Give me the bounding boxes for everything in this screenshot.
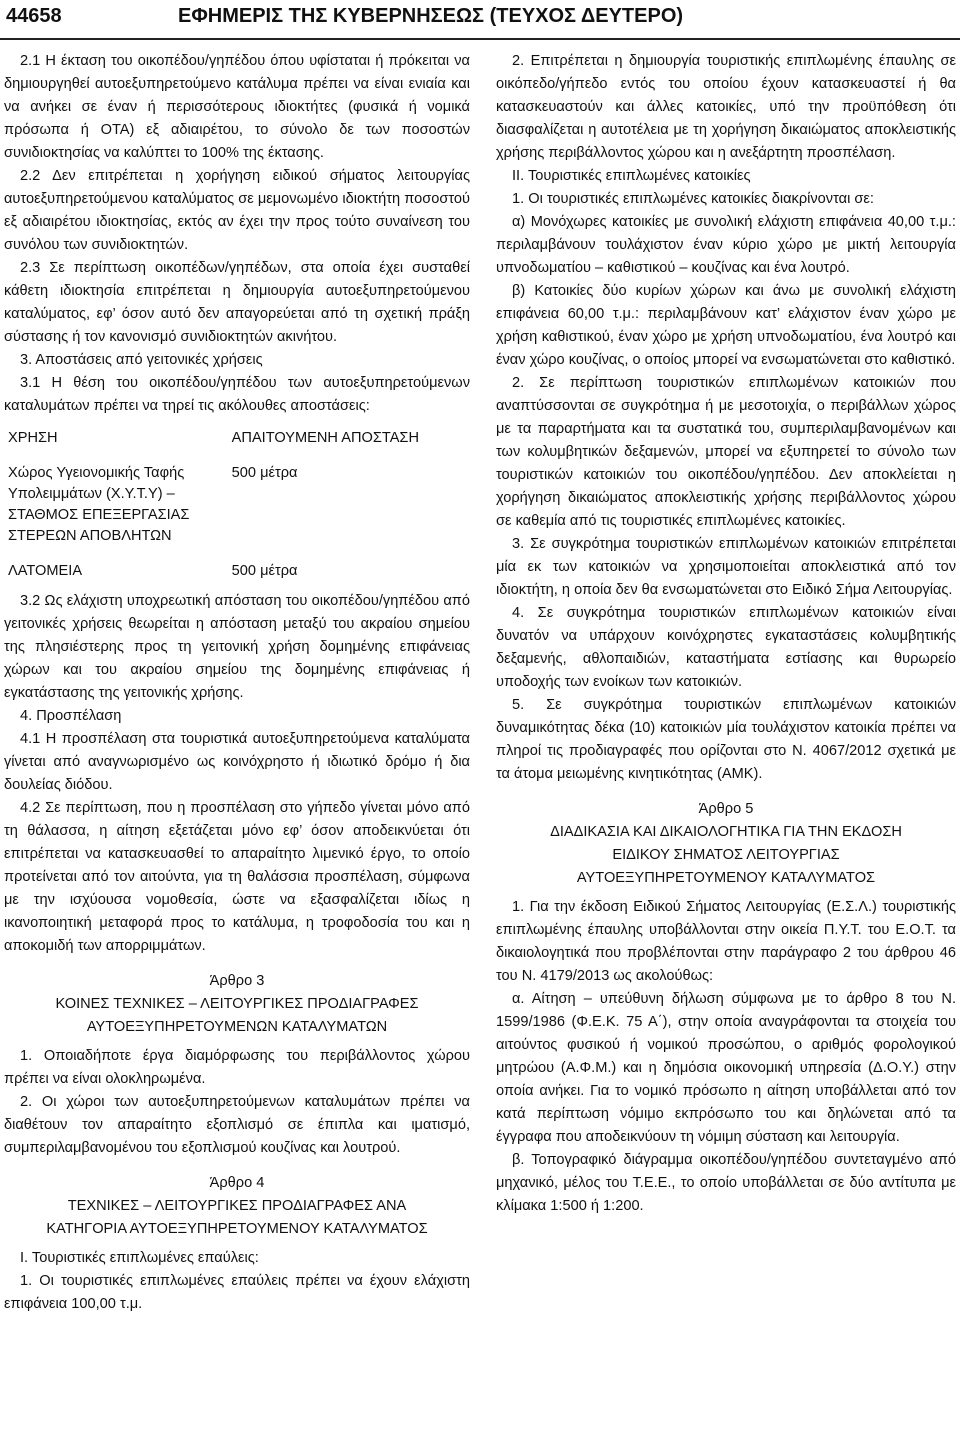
article-4-heading-line-1: ΤΕΧΝΙΚΕΣ – ΛΕΙΤΟΥΡΓΙΚΕΣ ΠΡΟΔΙΑΓΡΑΦΕΣ ΑΝΑ [67,1198,407,1214]
section-ii-item-b: β) Κατοικίες δύο κυρίων χώρων και άνω με συνολική ελάχιστη επιφάνεια 60,00 τ.μ.: περιλαμβάνουν κατ’ ελάχιστον έναν χώρο με χρήση καθιστικού, έναν χώρο με χρήση υπνοδωματίου, ένα λουτρό και έναν χώρο κουζίνας, ο οποίος μπορεί να ενσωματώνεται στο καθιστικό. [496,283,956,368]
page-header [0,0,960,40]
paragraph-2-3: 2.3 Σε περίπτωση οικοπέδων/γηπέδων, στα οποία έχει συσταθεί κάθετη ιδιοκτησία επιτρέπεται η δημιουργία αυτοεξυπηρετούμενου καταλύματος, εφ’ όσον αυτό δεν απαγορεύεται από τη σχετική πράξη σύστασης ή τον κανονισμό συνιδιοκτητών ακινήτου. [4,260,470,345]
table-header-row [4,428,470,463]
table-row [4,463,470,561]
section-ii-paragraph-5: 5. Σε συγκρότημα τουριστικών επιπλωμένων κατοικιών δυναμικότητας δέκα (10) κατοικιών μία τουλάχιστον κατοικία πρέπει να πληροί τις προδιαγραφές που ορίζονται στο Ν. 4067/2012 σχετικά με τα άτομα μειωμένης κινητικότητας (ΑΜΚ). [496,697,956,782]
table-header-distance: ΑΠΑΙΤΟΥΜΕΝΗ ΑΠΟΣΤΑΣΗ [231,430,419,446]
section-heading-access: 4. Προσπέλαση [20,708,122,724]
gazette-title: ΕΦΗΜΕΡΙΣ ΤΗΣ ΚΥΒΕΡΝΗΣΕΩΣ (ΤΕΥΧΟΣ ΔΕΥΤΕΡΟ) [178,5,684,27]
left-column [4,50,470,1420]
table-cell-distance: 500 μέτρα [231,465,298,481]
section-heading-distances: 3. Αποστάσεις από γειτονικές χρήσεις [20,352,263,368]
paragraph-2-1: 2.1 Η έκταση του οικοπέδου/γηπέδου όπου υφίσταται ή πρόκειται να δημιουργηθεί αυτοεξυπηρετούμενο κατάλυμα πρέπει να είναι ενιαία και να ανήκει σε έναν ή περισσότερους ιδιοκτήτες (φυσικά ή νομικά πρόσωπα ή ΟΤΑ) εξ αδιαιρέτου, το σύνολο δε των ποσοστών συνιδιοκτησίας να καλύπτει το 100% της έκτασης. [4,53,470,161]
paragraph-3-2: 3.2 Ως ελάχιστη υποχρεωτική απόσταση του οικοπέδου/γηπέδου από γειτονικές χρήσεις θεωρείται η απόσταση μεταξύ του ακραίου σημείου της πλησιέστερης προς τη γειτονική χρήση δομημένης επιφάνειας χώρων και του ακραίου σημείου της δομημένης επιφάνειας ή εγκατάστασης της γειτονικής χρήσης. [4,593,470,701]
table-row [4,561,470,582]
paragraph-4-2: 4.2 Σε περίπτωση, που η προσπέλαση στο γήπεδο γίνεται μόνο από τη θάλασσα, η αίτηση εξετάζεται μόνο εφ’ όσον αποδεικνύεται ότι επιτρέπεται να κατασκευασθεί το απαραίτητο λιμενικό έργο, το οποίο προτείνεται από τον αιτούντα, για τη θαλάσσια προσπέλαση, σύμφωνα με την ισχύουσα νομοθεσία, ώστε να εξασφαλίζεται ιδίως η ικανοποιητική μεταφορά προς το κατάλυμα, η τροφοδοσία του και η αποκομιδή των απορριμμάτων. [4,800,470,954]
table-cell-distance: 500 μέτρα [231,563,298,579]
paragraph-4-1: 4.1 Η προσπέλαση στα τουριστικά αυτοεξυπηρετούμενα καταλύματα γίνεται από αναγνωρισμένο ως κοινόχρηστο ή ιδιωτικό δρόμο ή δια δουλείας διόδου. [4,731,470,793]
article-3-paragraph-1: 1. Οποιαδήποτε έργα διαμόρφωσης του περιβάλλοντος χώρου πρέπει να είναι ολοκληρωμένα. [4,1048,470,1087]
table-cell-use: Χώρος Υγειονομικής Ταφής Υπολειμμάτων (Χ.Υ.Τ.Υ) – ΣΤΑΘΜΟΣ ΕΠΕΞΕΡΓΑΣΙΑΣ ΣΤΕΡΕΩΝ ΑΠΟΒΛΗΤΩΝ [8,465,190,544]
section-ii-item-a: α) Μονόχωρες κατοικίες με συνολική ελάχιστη επιφάνεια 40,00 τ.μ.: περιλαμβάνουν τουλάχιστον έναν κύριο χώρο με μικτή λειτουργία υπνοδωματίου – καθιστικού – κουζίνας και ένα λουτρό. [496,214,956,276]
section-ii-paragraph-1: 1. Οι τουριστικές επιπλωμένες κατοικίες διακρίνονται σε: [512,191,874,207]
distance-table [4,428,470,582]
article-5-item-a: α. Αίτηση – υπεύθυνη δήλωση σύμφωνα με το άρθρο 8 του Ν. 1599/1986 (Φ.Ε.Κ. 75 Α΄), στην οποία αναγράφονται τα στοιχεία του αιτούντος φυσικού ή νομικού προσώπου, ο αριθμός φορολογικού μητρώου (Α.Φ.Μ.) και η δημόσια οικονομική υπηρεσία (Δ.Ο.Υ.) στην οποία ανήκει. Για το νομικό πρόσωπο η αίτηση υποβάλλεται από τον κατά περίπτωση νόμιμο εκπρόσωπο του και δηλώνεται από τα έγγραφα που αποδεικνύουν τη νόμιμη σύσταση και λειτουργία. [496,991,956,1145]
paragraph-2-2: 2.2 Δεν επιτρέπεται η χορήγηση ειδικού σήματος λειτουργίας αυτοεξυπηρετούμενου καταλύματος σε μεμονωμένο ιδιοκτήτη ποσοστού εξ αδιαιρέτου ιδιοκτησίας, εκτός αν έχει την προς τούτο συναίνεση του συνόλου των συνιδιοκτητών. [4,168,470,253]
article-5-item-b: β. Τοπογραφικό διάγραμμα οικοπέδου/γηπέδου συντεταγμένο από μηχανικό, μέλος του Τ.Ε.Ε., το οποίο υποβάλλεται σε δύο αντίτυπα με κλίμακα 1:500 ή 1:200. [496,1152,956,1214]
article-5-title: Άρθρο 5 [698,801,754,817]
section-ii-paragraph-2: 2. Σε περίπτωση τουριστικών επιπλωμένων κατοικιών που αναπτύσσονται σε συγκρότημα ή με μεσοτοιχία, ο περιβάλλων χώρος με τα παραρτήματα και τα συστατικά του, συμπεριλαμβανομένων και των κολυμβητικών δεξαμενών, μπορεί να εξυπηρετεί το σύνολο των τουριστικών κατοικιών του οικοπέδου/γηπέδου. Δεν αποκλείεται η χορήγηση δικαιώματος αποκλειστικής χρήσης περιβάλλοντος χώρου σε καθεμία από τις τουριστικές επιπλωμένες κατοικίες. [496,375,956,529]
article-4-section-i: Ι. Τουριστικές επιπλωμένες επαύλεις: [20,1250,259,1266]
article-3-paragraph-2: 2. Οι χώροι των αυτοεξυπηρετούμενων καταλυμάτων πρέπει να διαθέτουν τον απαραίτητο εξοπλισμό σε έπιπλα και ιματισμό, συμπεριλαμβανομένου του εξοπλισμού κουζίνας και λουτρού. [4,1094,470,1156]
article-4-section-ii: ΙΙ. Τουριστικές επιπλωμένες κατοικίες [512,168,751,184]
article-4-heading-line-2: ΚΑΤΗΓΟΡΙΑ ΑΥΤΟΕΞΥΠΗΡΕΤΟΥΜΕΝΟΥ ΚΑΤΑΛΥΜΑΤΟΣ [46,1221,428,1237]
page-number: 44658 [6,5,62,27]
article-5-heading-line-1: ΔΙΑΔΙΚΑΣΙΑ ΚΑΙ ΔΙΚΑΙΟΛΟΓΗΤΙΚΑ ΓΙΑ ΤΗΝ ΕΚΔΟΣΗ [550,824,902,840]
article-4-title: Άρθρο 4 [209,1175,265,1191]
article-3-title: Άρθρο 3 [209,973,265,989]
section-ii-paragraph-4: 4. Σε συγκρότημα τουριστικών επιπλωμένων κατοικιών είναι δυνατόν να υπάρχουν κοινόχρηστες εγκαταστάσεις κολυμβητικής δεξαμενής, αθλοπαιδιών, καταστήματα εστίασης και θυρωρείο υποδοχής των ενοίκων των κατοικιών. [496,605,956,690]
paragraph-3-1: 3.1 Η θέση του οικοπέδου/γηπέδου των αυτοεξυπηρετούμενων καταλυμάτων πρέπει να τηρεί τις ακόλουθες αποστάσεις: [4,375,470,414]
article-5-heading-line-3: ΑΥΤΟΕΞΥΠΗΡΕΤΟΥΜΕΝΟΥ ΚΑΤΑΛΥΜΑΤΟΣ [576,870,876,886]
article-4-paragraph-2: 2. Επιτρέπεται η δημιουργία τουριστικής επιπλωμένης έπαυλης σε οικόπεδο/γήπεδο εντός του οποίου έχουν κατασκευαστεί ή θα κατασκευαστούν και άλλες κατοικίες, υπό την προϋπόθεση ότι διασφαλίζεται η αυτοτέλεια με τη χορήγηση δικαιώματος αποκλειστικής χρήσης περιβάλλοντος χώρου και η ανεξάρτητη προσπέλαση. [496,53,956,161]
article-5-heading-line-2: ΕΙΔΙΚΟΥ ΣΗΜΑΤΟΣ ΛΕΙΤΟΥΡΓΙΑΣ [612,847,840,863]
right-column [496,50,956,1420]
article-4-paragraph-1: 1. Οι τουριστικές επιπλωμένες επαύλεις πρέπει να έχουν ελάχιστη επιφάνεια 100,00 τ.μ. [4,1273,470,1312]
article-3-heading-line-1: ΚΟΙΝΕΣ ΤΕΧΝΙΚΕΣ – ΛΕΙΤΟΥΡΓΙΚΕΣ ΠΡΟΔΙΑΓΡΑΦΕΣ [55,996,419,1012]
article-3-heading-line-2: ΑΥΤΟΕΞΥΠΗΡΕΤΟΥΜΕΝΩΝ ΚΑΤΑΛΥΜΑΤΩΝ [86,1019,388,1035]
section-ii-paragraph-3: 3. Σε συγκρότημα τουριστικών επιπλωμένων κατοικιών επιτρέπεται μία εκ των κατοικιών να χρησιμοποιείται αποκλειστικά από τον ιδιοκτήτη, η οποία δεν θα ενσωματώνεται στο Ειδικό Σήμα Λειτουργίας. [496,536,956,598]
table-cell-use: ΛΑΤΟΜΕΙΑ [8,563,83,579]
article-5-paragraph-1: 1. Για την έκδοση Ειδικού Σήματος Λειτουργίας (Ε.Σ.Λ.) τουριστικής επιπλωμένης έπαυλης υποβάλλονται στην οικεία Π.Υ.Τ. του Ε.Ο.Τ. τα δικαιολογητικά που προβλέπονται στην παράγραφο 2 του άρθρου 46 του Ν. 4179/2013 ως ακολούθως: [496,899,956,984]
table-header-use: ΧΡΗΣΗ [8,430,58,446]
